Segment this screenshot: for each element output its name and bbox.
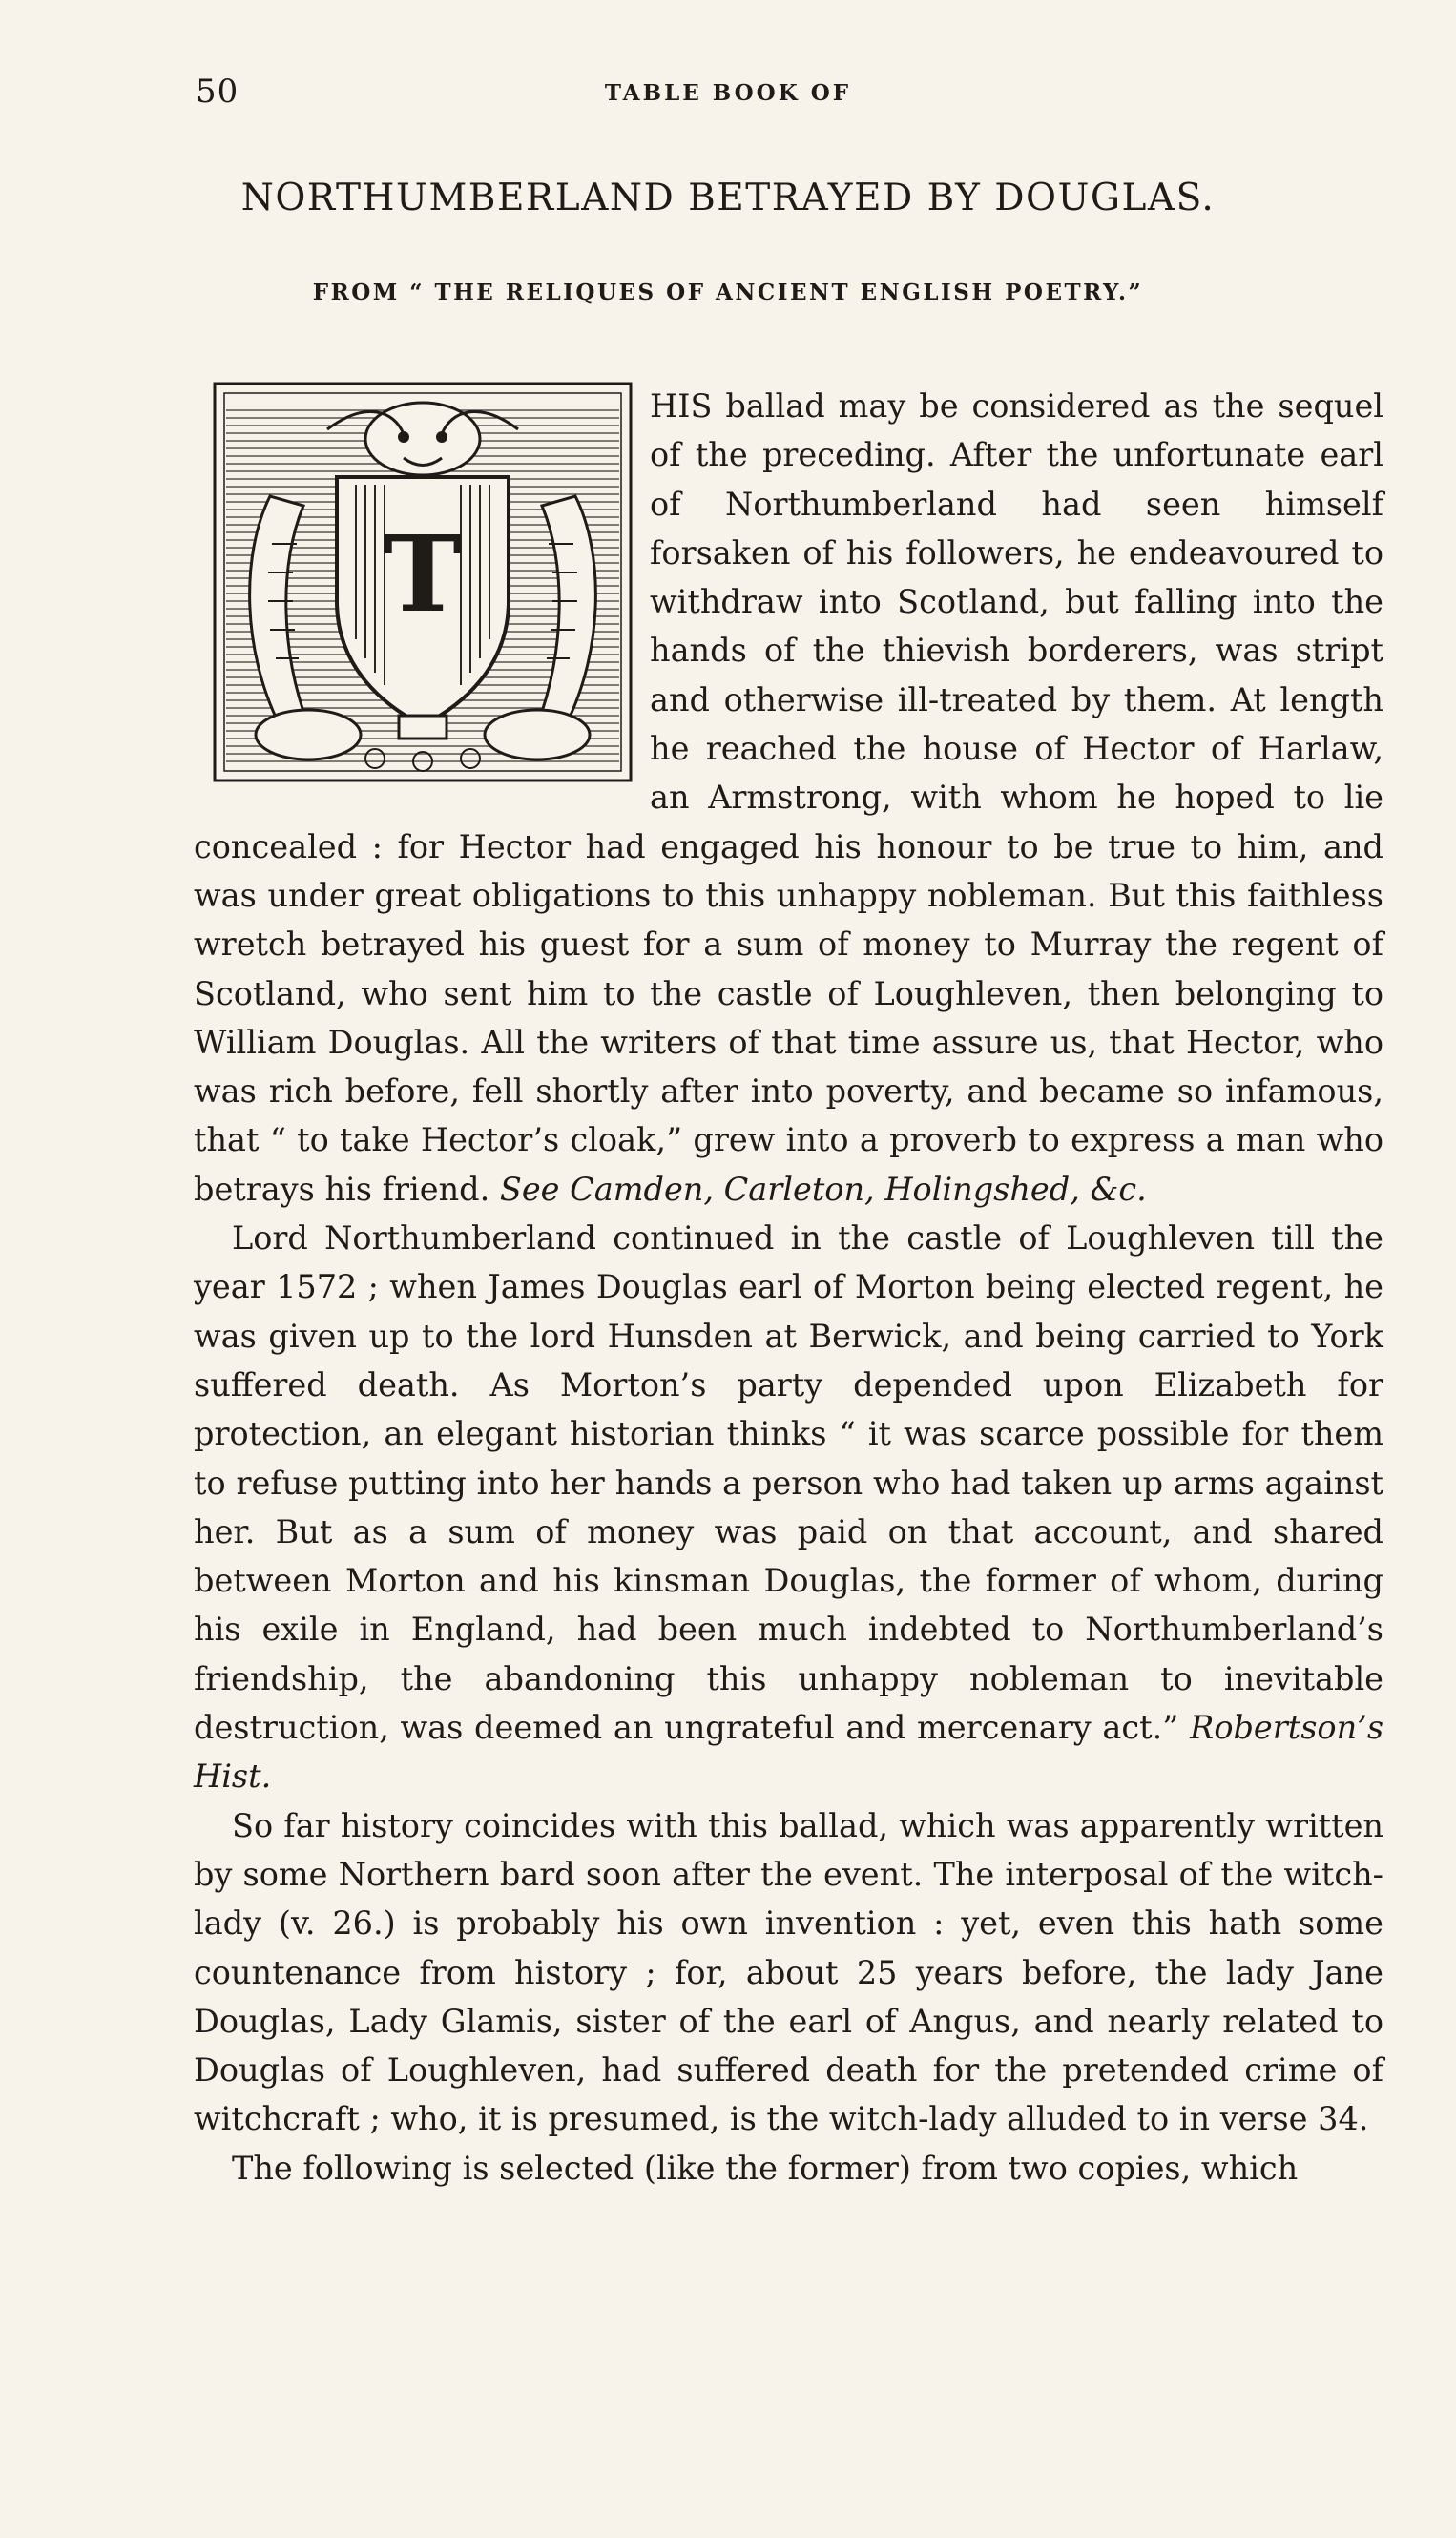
paragraph-1-text: HIS ballad may be considered as the sequel of the preceding. After the unfortunate earl of Northumberland had seen himself forsaken of his followers, he endeavoured to withdraw into Scotland, but falling into the hands of the thievish borderers, was stript and otherwise ill-treated by them. At length he reached the house of Hector of Harlaw, an Armstrong, with whom he hoped to lie concealed : for Hector had engaged his honour to be true to him, and was under great obligations to this unhappy nobleman. But this faithless wretch betrayed his guest for a sum of money to Murray the regent of Scotland, who sent him to the castle of Loughleven, then belonging to William Douglas. All the writers of that time assure us, that Hector, who was rich before, fell shortly after into poverty, and became so infamous, that “ to take Hector’s cloak,” grew into a proverb to express a man who betrays his friend.	[194, 387, 1383, 1208]
running-head: TABLE BOOK OF	[604, 80, 852, 106]
dropcap-letter: T	[384, 512, 462, 635]
paragraph-4: The following is selected (like the former) from two copies, which	[232, 2149, 1299, 2187]
page-number: 50	[196, 73, 239, 111]
paragraph-2-reference: Robertson’s Hist.	[194, 1709, 1384, 1796]
paragraph-2	[194, 1214, 1383, 1801]
body-text	[194, 382, 1383, 2193]
subtitle: FROM “ THE RELIQUES OF ANCIENT ENGLISH POETRY.”	[312, 280, 1144, 305]
paragraph-3: So far history coincides with this ballad, which was apparently written by some Northern bard soon after the event. The interposal of the witch-lady (v. 26.) is probably his own invention : yet, even this hath some countenance from history ; for, about 25 years before, the lady Jane Douglas, Lady Glamis, sister of the earl of Angus, and nearly related to Douglas of Loughleven, had suffered death for the pretended crime of witchcraft ; who, it is presumed, is the witch-lady alluded to in verse 34.	[194, 1806, 1383, 2138]
paragraph-1-reference: See Camden, Carleton, Holingshed, &c.	[499, 1170, 1147, 1208]
ornamental-initial-letter-icon	[213, 382, 633, 782]
paragraph-2-text: Lord Northumberland continued in the castle of Loughleven till the year 1572 ; when James Douglas earl of Morton being elected regent, he was given up to the lord Hunsden at Berwick, and being carried to York suffered death. As Morton’s party depended upon Elizabeth for protection, an elegant historian thinks “ it was scarce possible for them to refuse putting into her hands a person who had taken up arms against her. But as a sum of money was paid on that account, and shared between Morton and his kinsman Douglas, the former of whom, during his exile in England, had been much indebted to Northumberland’s friendship, the abandoning this unhappy nobleman to inevitable destruction, was deemed an ungrateful and mercenary act.”	[194, 1219, 1383, 1747]
page-title: NORTHUMBERLAND BETRAYED BY DOUGLAS.	[240, 177, 1216, 219]
